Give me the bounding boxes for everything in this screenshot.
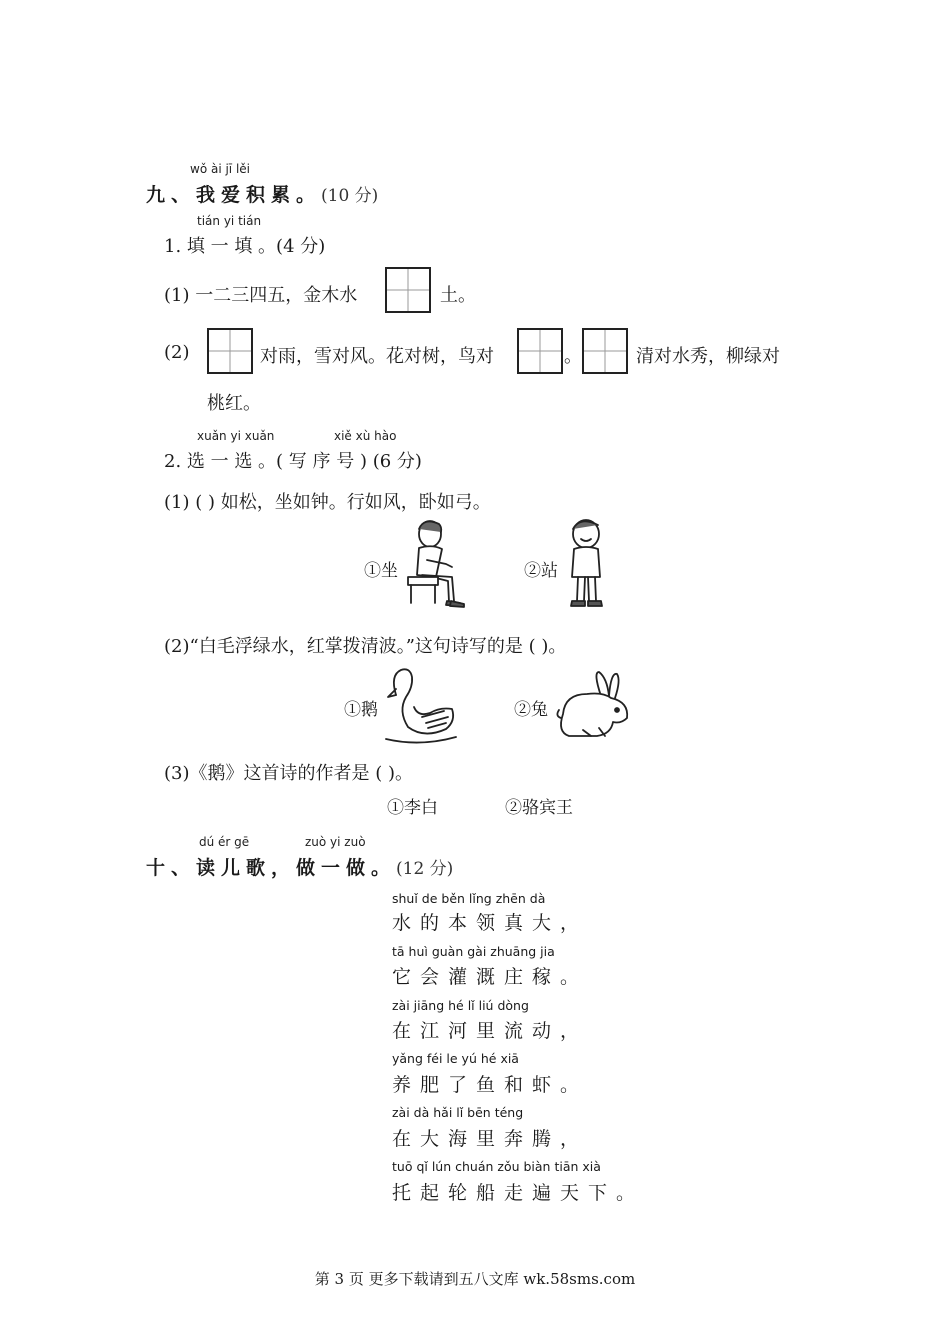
q2-item3-opt2: ②骆宾王: [505, 798, 573, 818]
poem-line-5: 在大海里奔腾，: [392, 1128, 589, 1150]
q1-item2-part1: 对雨，雪对风。花对树，鸟对: [260, 346, 494, 367]
q2-title: 2. 选 一 选 。( 写 序 号 ) (6 分): [164, 451, 422, 472]
q2-item2-opt1: ①鹅: [344, 700, 378, 720]
poem-pinyin-2: tā huì guàn gài zhuāng jia: [392, 944, 555, 959]
q1-item1-suffix: 土。: [440, 285, 476, 306]
q1-pinyin: tián yi tián: [197, 214, 262, 228]
poem-pinyin-4: yǎng féi le yú hé xiā: [392, 1051, 519, 1066]
poem-pinyin-5: zài dà hǎi lǐ bēn téng: [392, 1105, 524, 1120]
page-footer: 第 3 页 更多下载请到五八文库 wk.58sms.com: [314, 1270, 636, 1288]
q1-title: 1. 填 一 填 。(4 分): [164, 236, 326, 257]
poem-line-1: 水的本领真大，: [392, 912, 589, 934]
section9-title-text: 九、我爱积累。: [146, 184, 322, 206]
q1-item2-line2: 桃红。: [207, 393, 261, 414]
q2-item1: (1) ( ) 如松，坐如钟。行如风，卧如弓。: [164, 492, 491, 513]
q1-item2-part2: 清对水秀，柳绿对: [636, 346, 780, 367]
goose-illustration: [384, 665, 458, 745]
q1-item2-label: (2): [164, 342, 190, 363]
section10-score: (12 分): [396, 859, 454, 879]
answer-box-1[interactable]: [385, 267, 431, 313]
rabbit-illustration: [553, 670, 633, 742]
poem-pinyin-1: shuǐ de běn lǐng zhēn dà: [392, 891, 546, 906]
q2-item2-opt2: ②兔: [514, 700, 548, 720]
q2-item1-opt2: ②站: [524, 561, 558, 581]
q2-pinyin-b: xiě xù hào: [334, 429, 397, 443]
q2-item3: (3)《鹅》这首诗的作者是 ( )。: [164, 763, 413, 784]
q1-item2-dot: 。: [564, 346, 582, 367]
section9-title: [146, 180, 378, 207]
poem-line-3: 在江河里流动，: [392, 1020, 589, 1042]
poem-line-2: 它会灌溉庄稼。: [392, 966, 589, 988]
standing-boy-illustration: [562, 515, 610, 611]
q2-item1-opt1: ①坐: [364, 561, 398, 581]
section10-pinyin-a: dú ér gē: [199, 835, 250, 849]
poem-pinyin-3: zài jiāng hé lǐ liú dòng: [392, 998, 529, 1013]
answer-box-2[interactable]: [207, 328, 253, 374]
section9-pinyin: wǒ ài jī lěi: [190, 162, 251, 176]
q2-pinyin-a: xuǎn yi xuǎn: [197, 429, 275, 443]
poem-line-6: 托起轮船走遍天下。: [392, 1182, 645, 1204]
poem-line-4: 养肥了鱼和虾。: [392, 1074, 589, 1096]
q2-item2: (2)“白毛浮绿水，红掌拨清波。”这句诗写的是 ( )。: [164, 636, 567, 657]
section9-score: (10 分): [321, 186, 379, 206]
section10-pinyin-b: zuò yi zuò: [305, 835, 366, 849]
poem-pinyin-6: tuō qǐ lún chuán zǒu biàn tiān xià: [392, 1159, 601, 1174]
sitting-boy-illustration: [402, 515, 470, 610]
q1-item1-prefix: (1) 一二三四五，金木水: [164, 285, 358, 306]
answer-box-4[interactable]: [582, 328, 628, 374]
section10-title-text: 十、读儿歌，做一做。: [146, 857, 397, 879]
section10-title: [146, 853, 453, 880]
q2-item3-opt1: ①李白: [387, 798, 438, 818]
answer-box-3[interactable]: [517, 328, 563, 374]
